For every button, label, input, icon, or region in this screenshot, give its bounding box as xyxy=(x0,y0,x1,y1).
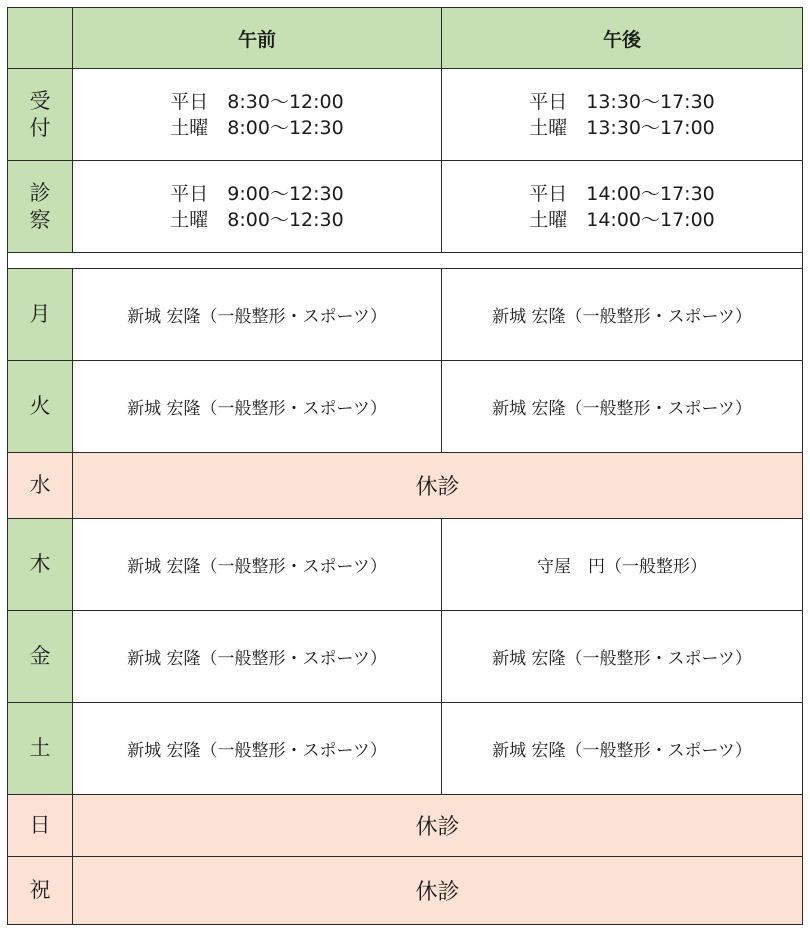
closed-label: 休診 xyxy=(73,453,802,518)
schedule-row-sunday xyxy=(8,795,802,857)
schedule-row-saturday xyxy=(8,703,802,795)
day-label: 火 xyxy=(8,361,73,452)
consultation-morning-weekday: 平日 9:00〜12:30 xyxy=(170,182,344,205)
header-corner-cell xyxy=(8,8,73,68)
doctor-morning: 新城 宏隆（一般整形・スポーツ） xyxy=(73,611,442,702)
consultation-afternoon-saturday: 土曜 14:00〜17:00 xyxy=(529,208,715,231)
header-row xyxy=(8,8,802,69)
consultation-label-char-2: 察 xyxy=(29,207,51,232)
consultation-label xyxy=(8,161,73,252)
consultation-afternoon-weekday: 平日 14:00〜17:30 xyxy=(529,182,715,205)
day-label: 木 xyxy=(8,519,73,610)
doctor-morning: 新城 宏隆（一般整形・スポーツ） xyxy=(73,361,442,452)
closed-label: 休診 xyxy=(73,795,802,856)
doctor-afternoon: 新城 宏隆（一般整形・スポーツ） xyxy=(492,307,752,327)
header-morning: 午前 xyxy=(73,8,442,68)
day-label: 祝 xyxy=(8,857,73,924)
consultation-label-char-1: 診 xyxy=(29,180,51,205)
schedule-row-tuesday xyxy=(8,361,802,453)
reception-label-char-1: 受 xyxy=(29,88,51,113)
schedule-row-thursday xyxy=(8,519,802,611)
day-label: 水 xyxy=(8,453,73,518)
consultation-afternoon xyxy=(442,161,802,252)
doctor-morning: 新城 宏隆（一般整形・スポーツ） xyxy=(73,269,442,360)
schedule-row-holiday xyxy=(8,857,802,924)
clinic-schedule-table xyxy=(7,7,803,925)
schedule-row-friday xyxy=(8,611,802,703)
day-label: 金 xyxy=(8,611,73,702)
reception-label-char-2: 付 xyxy=(29,115,51,140)
day-label: 土 xyxy=(8,703,73,794)
day-label: 日 xyxy=(8,795,73,856)
doctor-afternoon: 守屋 円（一般整形） xyxy=(537,557,707,577)
reception-morning-saturday: 土曜 8:00〜12:30 xyxy=(170,116,344,139)
spacer-row xyxy=(8,253,802,269)
reception-morning xyxy=(73,69,442,160)
closed-label: 休診 xyxy=(73,857,802,924)
doctor-morning: 新城 宏隆（一般整形・スポーツ） xyxy=(73,519,442,610)
consultation-hours-row xyxy=(8,161,802,253)
day-label: 月 xyxy=(8,269,73,360)
doctor-afternoon: 新城 宏隆（一般整形・スポーツ） xyxy=(492,649,752,669)
consultation-morning xyxy=(73,161,442,252)
doctor-afternoon: 新城 宏隆（一般整形・スポーツ） xyxy=(492,741,752,761)
reception-afternoon-weekday: 平日 13:30〜17:30 xyxy=(529,90,715,113)
reception-hours-row xyxy=(8,69,802,161)
consultation-morning-saturday: 土曜 8:00〜12:30 xyxy=(170,208,344,231)
reception-afternoon-saturday: 土曜 13:30〜17:00 xyxy=(529,116,715,139)
doctor-morning: 新城 宏隆（一般整形・スポーツ） xyxy=(73,703,442,794)
schedule-row-wednesday xyxy=(8,453,802,519)
header-afternoon: 午後 xyxy=(442,8,802,68)
reception-afternoon xyxy=(442,69,802,160)
doctor-afternoon: 新城 宏隆（一般整形・スポーツ） xyxy=(492,399,752,419)
reception-label xyxy=(8,69,73,160)
schedule-row-monday xyxy=(8,269,802,361)
reception-morning-weekday: 平日 8:30〜12:00 xyxy=(170,90,344,113)
